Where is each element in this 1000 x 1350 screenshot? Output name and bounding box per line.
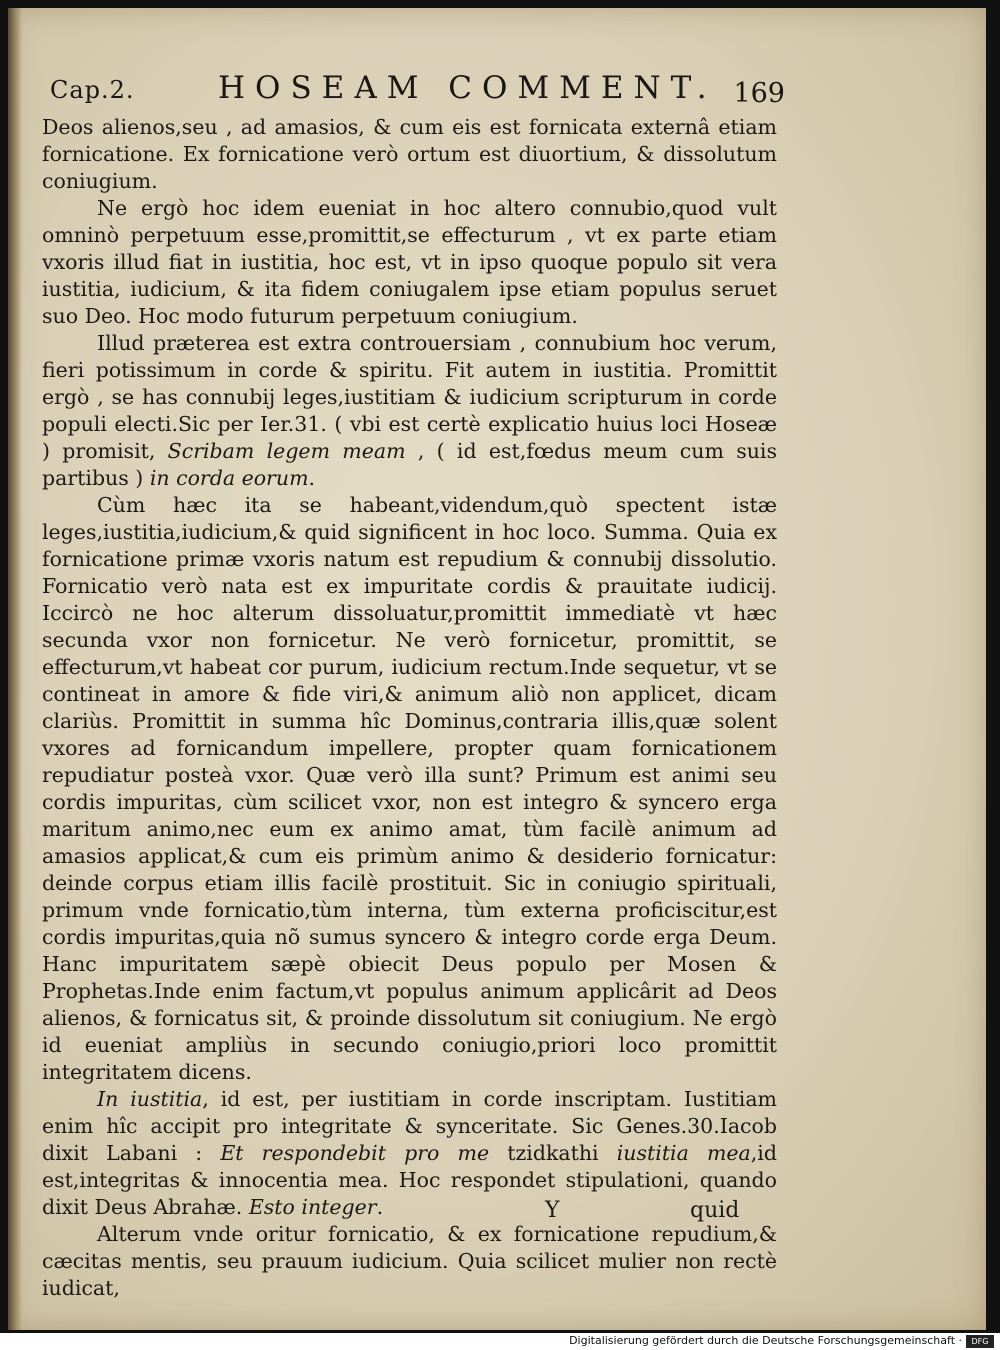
paragraph-p1: [42, 114, 777, 195]
text-run: Deos alienos,seu , ad amasios, & cum eis est fornicata externâ etiam fornicatione. Ex fornicatione verò ortum est diuortium, & dissolutum coniugium.: [42, 115, 777, 193]
digitization-footer: [0, 1333, 1000, 1350]
italic-text: Et respondebit pro me: [220, 1141, 490, 1165]
paragraph-p5: [42, 1086, 777, 1221]
paragraph-p6: [42, 1221, 777, 1302]
catchword: quid: [690, 1198, 740, 1223]
text-run: , id est, per iustitiam in corde inscriptam. Iustitiam enim hîc accipit pro integritate & synceritate. Sic Genes.30.Iacob dixit Labani :: [42, 1087, 777, 1165]
paragraph-p3: [42, 330, 777, 492]
text-run: .: [376, 1195, 384, 1219]
page-binding-edge: [8, 8, 22, 1330]
chapter-label: Cap.2.: [50, 76, 135, 104]
footer-credit: Digitalisierung gefördert durch die Deutsche Forschungsgemeinschaft ·: [569, 1334, 962, 1347]
italic-text: Scribam legem meam: [167, 439, 406, 463]
text-run: ,id est,integritas & innocentia mea. Hoc respondet stipulationi, quando dixit Deus Abrahæ.: [42, 1141, 777, 1219]
page-number: 169: [733, 78, 785, 109]
text-run: Ne ergò hoc idem eueniat in hoc altero connubio,quod vult omninò perpetuum esse,promittit,se effecturum , vt ex parte etiam vxoris illud fiat in iustitia, hoc est, vt in ipso quoque populo sit vera iustitia, iudicium, & ita fidem coniugalem ipse etiam populus seruet suo Deo. Hoc modo futurum perpetuum coniugium.: [42, 196, 777, 328]
body-text: [42, 114, 777, 1302]
signature-mark: Y: [545, 1198, 560, 1223]
text-run: Cùm hæc ita se habeant,videndum,quò spectent istæ leges,iustitia,iudicium,& quid significent in hoc loco. Summa. Quia ex fornicatione primæ vxoris natum est repudium & connubij dissolutio. Fornicatio verò nata est ex impuritate cordis & prauitate iudicij. Iccircò ne hoc alterum dissoluatur,promittit immediatè vt hæc secunda vxor non fornicetur. Ne verò fornicetur, promittit, se effecturum,vt habeat cor purum, iudicium rectum.Inde sequetur, vt se contineat in amore & fide viri,& animum aliò non applicet, dicam clariùs. Promittit in summa hîc Dominus,contraria illis,quæ solent vxores ad fornicandum impellere, propter quam fornicationem repudiatur posteà vxor. Quæ verò illa sunt? Primum est animi seu cordis impuritas, cùm scilicet vxor, non est integro & syncero erga maritum animo,nec eum ex animo amat, tùm facilè animum ad amasios applicat,& cum eis primùm animo & desiderio fornicatur: deinde corpus etiam illis facilè prostituit. Sic in coniugio spirituali, primum vnde fornicatio,tùm interna, tùm externa proficiscitur,est cordis impuritas,quia nõ sumus syncero & integro corde erga Deum. Hanc impuritatem sæpè obiecit Deus populo per Mosen & Prophetas.Inde enim factum,vt populus animum applicârit ad Deos alienos, & fornicatus sit, & proinde dissolutum sit coniugium. Ne ergò id eueniat ampliùs in secundo coniugio,priori loco promittit integritatem dicens.: [42, 493, 777, 1084]
italic-text: in corda eorum: [149, 466, 309, 490]
text-run: tzidkathi: [489, 1141, 617, 1165]
dfg-logo: DFG: [966, 1335, 994, 1348]
italic-text: Esto integer: [248, 1195, 377, 1219]
text-run: , ( id est,fœdus meum cum suis partibus ): [42, 439, 777, 490]
italic-text: iustitia mea: [616, 1141, 751, 1165]
text-run: .: [308, 466, 316, 490]
running-title: HOSEAM COMMENT.: [218, 70, 717, 106]
paragraph-p2: [42, 195, 777, 330]
paragraph-p4: [42, 492, 777, 1086]
italic-text: In iustitia: [97, 1087, 203, 1111]
running-header: [50, 70, 785, 110]
text-run: Illud præterea est extra controuersiam , connubium hoc verum, fieri potissimum in corde & spiritu. Fit autem in iustitia. Promittit ergò , se has connubij leges,iustitiam & iudicium scripturum in corde populi electi.Sic per Ier.31. ( vbi est certè explicatio huius loci Hoseæ ) promisit,: [42, 331, 777, 463]
text-run: Alterum vnde oritur fornicatio, & ex fornicatione repudium,& cæcitas mentis, seu prauum iudicium. Quia scilicet mulier non rectè iudicat,: [42, 1222, 777, 1300]
